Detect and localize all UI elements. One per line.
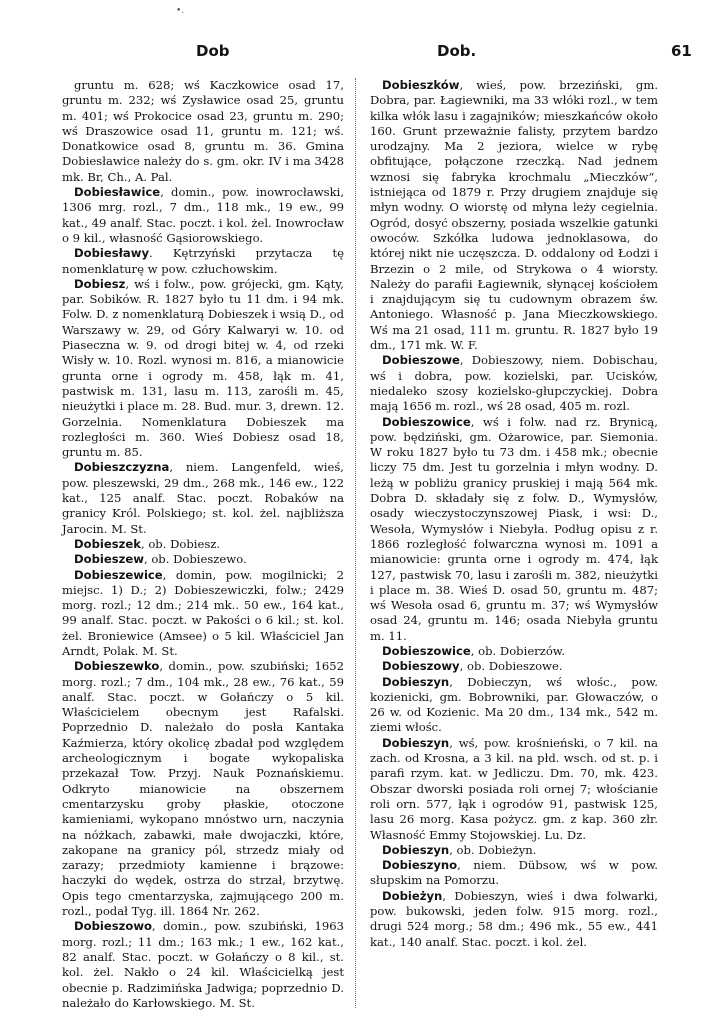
headword: Dobieszczyzna — [74, 460, 170, 475]
headword: Dobieszyn — [382, 842, 450, 857]
entry-text: Dobieszewice, domin, pow. mogilnicki; 2 miejsc. 1) D.; 2) Dobieszewiczki, folw.; 2429 morg. rozl.; 12 dm.; 214 mk.. 50 ew., 164 kat., 99 analf. Stac. poczt. w Pakości o 6 kil.; st. kol. żel. Broniewice (Amsee) o 5 kil. Właściciel Jan Arndt, Polak. M. St. — [62, 567, 344, 658]
entry-text: Dobieszyno, niem. Dübsow, wś w pow. słupskim na Pomorzu. — [370, 858, 658, 888]
entry-text: Dobieszowice, wś i folw. nad rz. Brynicą, pow. będziński, gm. Ożarowice, par. Siemonia. W roku 1827 było tu 73 dm. i 458 mk.; obecnie liczy 75 dm. Jest tu gorzelnia i młyn wodny. D. leżą w pobliżu granicy pruskiej i mają 564 mk. Dobra D. składały się z folw. D., Wymysłów, osady wieczystoczynszowej Piask, i wsi: D., Wesoła, Wymysłów i Niebyła. Podług opisu z r. 1866 rozległość folwarczna wynosi m. 1091 a mianowicie: grunta orne i ogrody m. 474, łąk 127, pastwisk 70, lasu i zarośli m. 382, nieużytki i place m. 38. Wieś D. osad 50, gruntu m. 487; wś Wesoła osad 6, gruntu m. 37; wś Wymysłów osad 24, gruntu m. 146; osada Niebyła gruntu m. 11. — [370, 414, 658, 643]
headword: Dobieszowy — [382, 659, 460, 674]
headword: Dobieszków — [382, 78, 460, 92]
scan-speck: •. — [176, 6, 185, 16]
entry-text: Dobiesz, wś i folw., pow. grójecki, gm. Kąty, par. Sobików. R. 1827 było tu 11 dm. i 94 mk. Folw. D. z nomenklaturą Dobieszek i wsią D., od Warszawy w. 29, od Góry Kalwaryi w. 10. od Piaseczna w. 9. od drogi bitej w. 4, od rzeki Wisły w. 10. Rozl. wynosi m. 816, a mianowicie grunta orne i ogrody m. 458, łąk m. 41, pastwisk m. 131, lasu m. 113, zarośli m. 45, nieużytki i place m. 28. Bud. mur. 3, drewn. 12. Gorzelnia. Nomenklatura Dobieszek ma rozległości m. 360. Wieś Dobiesz osad 18, gruntu m. 85. — [62, 276, 344, 460]
entry-text: gruntu m. 628; wś Kaczkowice osad 17, gruntu m. 232; wś Zysławice osad 25, gruntu m. 401; wś Prokocice osad 23, gruntu m. 290; wś Draszowice osad 11, gruntu m. 121; wś. Donatkowice osad 8, gruntu m. 36. Gmina Dobiesławice należy do s. gm. okr. IV i ma 3428 mk. Br, Ch., A. Pal. — [62, 78, 344, 184]
headword: Dobieżyn — [382, 888, 443, 903]
running-head-center: Dob. — [437, 42, 477, 60]
headword: Dobieszew — [74, 552, 144, 567]
left-column — [62, 78, 344, 1011]
headword: Dobieszowe — [382, 353, 460, 368]
entry-text: Dobieszowe, Dobieszowy, niem. Dobischau, wś i dobra, pow. kozielski, par. Ucisków, niedaleko szosy kozielsko-głupczyckiej. Dobra mają 1656 m. rozl., wś 28 osad, 405 m. rozl. — [370, 353, 658, 414]
entry-text: Dobieszewko, domin., pow. szubiński; 1652 morg. rozl.; 7 dm., 104 mk., 28 ew., 76 kat., 59 analf. Stac. poczt. w Gołańczy o 5 kil. Właścicielem obecnym jest Rafalski. Poprzednio D. należało do posła Kantaka Kaźmierza, który okolicę zbadał pod względem archeologicznym i bogate wykopaliska przekazał Tow. Przyj. Nauk Poznańskiemu. Odkryto mianowicie na obszernem cmentarzysku groby płaskie, otoczone kamieniami, wykopano mnóstwo urn, naczynia na nóżkach, zabawki, małe dwojaczki, które, zakopane na granicy pól, strzedz miały od zarazy; przedmioty kamienne i brązowe: haczyki do wędek, ostrza do strzał, brzytwę. Opis tego cmentarzyska, zajmującego 200 m. rozl., podał Tyg. ill. 1864 Nr. 262. — [62, 659, 344, 919]
headword: Dobieszowice — [382, 643, 471, 658]
headword: Dobieszyn — [382, 674, 450, 689]
headword: Dobiesławy — [74, 246, 150, 261]
entry-text: Dobiesławice, domin., pow. inowrocławski, 1306 mrg. rozl., 7 dm., 118 mk., 19 ew., 99 kat., 49 analf. Stac. poczt. i kol. żel. Inowrocław o 9 kil., własność Gąsiorowskiego. — [62, 185, 344, 245]
entry-text: Dobiesławy. Kętrzyński przytacza tę nomenklaturę w pow. człuchowskim. — [62, 246, 344, 276]
column-divider — [355, 78, 356, 1008]
headword: Dobiesławice — [74, 185, 161, 200]
entry-text: Dobieszczyzna, niem. Langenfeld, wieś, pow. pleszewski, 29 dm., 268 mk., 146 ew., 122 kat., 125 analf. Stac. poczt. Robaków na granicy Król. Polskiego; st. kol. żel. najbliższa Jarocin. M. St. — [62, 460, 344, 536]
headword: Dobieszyn — [382, 735, 450, 750]
right-column — [370, 78, 658, 950]
headword: Dobieszewice — [74, 567, 163, 582]
running-head-left: Dob — [196, 42, 230, 60]
entry-text: Dobieżyn, Dobieszyn, wieś i dwa folwarki, pow. bukowski, jeden folw. 915 morg. rozl., drugi 524 morg.; 58 dm.; 496 mk., 55 ew., 441 kat., 140 analf. Stac. poczt. i kol. żel. — [370, 888, 658, 949]
headword: Dobieszyno — [382, 858, 458, 873]
entry-text: Dobieszyn, Dobieczyn, wś włośc., pow. kozienicki, gm. Bobrowniki, par. Głowaczów, o 26 w. od Kozienic. Ma 20 dm., 134 mk., 542 m. ziemi włośc. — [370, 674, 658, 735]
entry-text: Dobieszowice, ob. Dobierzów. — [382, 643, 566, 658]
headword: Dobieszek — [74, 536, 141, 551]
headword: Dobieszowo — [74, 919, 153, 934]
entry-text: Dobieszek, ob. Dobiesz. — [74, 536, 221, 551]
entry-text: Dobieszków, wieś, pow. brzeziński, gm. Dobra, par. Łagiewniki, ma 33 włóki rozl., w tem kilka włók lasu i zagajników; mieszkańców około 160. Grunt przeważnie falisty, przytem bardzo urodzajny. Ma 2 jeziora, wielce w rybę obfitujące, połączone rzeczką. Nad jednem wznosi się fabryka krochmalu „Mieczków“, istniejąca od 1879 r. Przy drugiem znajduje się młyn wodny. O wiorstę od młyna leży cegielnia. Ogród, dosyć obszerny, posiada wszelkie gatunki owoców. Szkółka ludowa jednoklasowa, do której nikt nie uczęszcza. D. oddalony od Łodzi i Brzezin o 2 mile, od Strykowa o 4 wiorsty. Należy do parafii Łagiewnik, słynącej kościołem i znajdującym się tu cudownym obrazem św. Antoniego. Własność p. Jana Mieczkowskiego. Wś ma 21 osad, 111 m. gruntu. R. 1827 było 19 dm., 171 mk. W. F. — [370, 78, 658, 353]
headword: Dobiesz — [74, 276, 126, 291]
entry-text: Dobieszyn, ob. Dobieżyn. — [382, 842, 537, 857]
headword: Dobieszewko — [74, 659, 160, 674]
headword: Dobieszowice — [382, 414, 471, 429]
entry-text: Dobieszowo, domin., pow. szubiński, 1963 morg. rozl.; 11 dm.; 163 mk.; 1 ew., 162 kat., 82 analf. Stac. poczt. w Gołańczy o 8 kil., st. kol. żel. Nakło o 24 kil. Właścicielką jest obecnie p. Radzimińska Jadwiga; poprzednio D. należało do Karłowskiego. M. St. — [62, 919, 344, 1010]
entry-text: Dobieszew, ob. Dobieszewo. — [74, 552, 247, 567]
entry-text: Dobieszyn, wś, pow. krośnieński, o 7 kil. na zach. od Krosna, a 3 kil. na płd. wsch. od st. p. i parafi rzym. kat. w Jedliczu. Dm. 70, mk. 423. Obszar dworski posiada roli ornej 7; włościanie roli orn. 577, łąk i ogrodów 91, pastwisk 125, lasu 26 morg. Kasa pożycz. gm. z kap. 360 złr. Własność Emmy Stojowskiej. Lu. Dz. — [370, 735, 658, 842]
page-number: 61 — [671, 42, 692, 60]
entry-text: Dobieszowy, ob. Dobieszowe. — [382, 659, 563, 674]
